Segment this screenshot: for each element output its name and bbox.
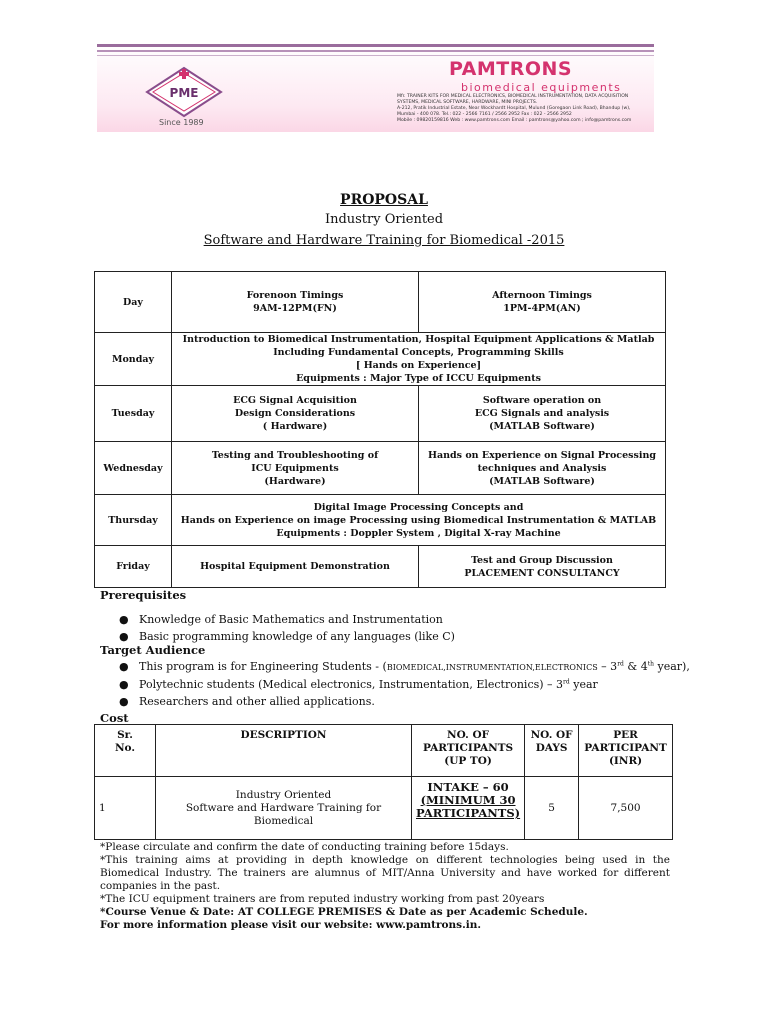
- table-row: [95, 777, 673, 840]
- table-row: [95, 442, 666, 495]
- brand-subtitle: biomedical equipments: [461, 81, 622, 94]
- list-item-text: BIOMEDICAL,INSTRUMENTATION,ELECTRONICS: [386, 663, 598, 672]
- table-row: [95, 386, 666, 442]
- pme-logo-icon: [145, 66, 223, 118]
- superscript: rd: [617, 660, 624, 668]
- day-friday: Friday: [95, 546, 172, 588]
- cell-line: (UP TO): [444, 755, 492, 767]
- list-item: [119, 630, 455, 643]
- list-item-text: – 3: [597, 660, 618, 673]
- schedule-table: [94, 271, 666, 588]
- cell-line: Sr.: [117, 729, 133, 741]
- cell-line: Hands on Experience on image Processing using Biomedical Instrumentation & MATLAB: [180, 514, 657, 526]
- list-item: [119, 613, 443, 626]
- header-description: DESCRIPTION: [156, 725, 412, 777]
- wednesday-afternoon: [419, 442, 666, 495]
- cell-line: NO. OF: [447, 729, 490, 741]
- cell-line: Biomedical: [253, 814, 314, 827]
- cost-heading: Cost: [100, 711, 129, 725]
- cell-sr: 1: [95, 777, 156, 840]
- cell-days: 5: [525, 777, 579, 840]
- cell-line: [ Hands on Experience]: [355, 360, 482, 371]
- tuesday-afternoon: [419, 386, 666, 442]
- cell-intake: [412, 777, 525, 840]
- since-text: Since 1989: [159, 118, 204, 127]
- cell-line: (MINIMUM 30: [420, 793, 516, 807]
- brand-name: PAMTRONS: [449, 58, 573, 80]
- wednesday-forenoon: [172, 442, 419, 495]
- tuesday-forenoon: [172, 386, 419, 442]
- cell-line: Digital Image Processing Concepts and: [313, 501, 524, 513]
- tagline: Mfr. TRAINER KITS FOR MEDICAL ELECTRONICS, BIOMEDICAL INSTRUMENTATION, DATA ACQUISITION SYSTEMS, MEDICAL SOFTWARE, HARDWARE, MINI PROJECTS.: [397, 94, 629, 105]
- header-afternoon-label: Afternoon Timings: [492, 290, 592, 301]
- cell-line: (MATLAB Software): [489, 421, 595, 432]
- list-item-text: Researchers and other allied applications.: [139, 695, 375, 708]
- proposal-heading: PROPOSAL: [340, 192, 428, 208]
- header-forenoon-time: 9AM-12PM(FN): [253, 303, 337, 314]
- table-row: [95, 546, 666, 588]
- header-days: [525, 725, 579, 777]
- list-item-text: Polytechnic students (Medical electronics, Instrumentation, Electronics) – 3: [139, 678, 564, 691]
- cell-line: Equipments : Doppler System , Digital X-ray Machine: [276, 527, 561, 539]
- cell-line: PLACEMENT CONSULTANCY: [464, 567, 620, 579]
- logo-text: PME: [169, 86, 199, 100]
- cell-line: Testing and Troubleshooting of: [211, 449, 379, 461]
- header-sr: [95, 725, 156, 777]
- cell-line: ECG Signals and analysis: [474, 408, 610, 419]
- header-per-participant: [579, 725, 673, 777]
- cell-line: PARTICIPANTS: [423, 742, 514, 754]
- cell-line: techniques and Analysis: [477, 462, 607, 474]
- cell-line: Design Considerations: [234, 408, 356, 419]
- list-item-text: Basic programming knowledge of any languages (like C): [139, 630, 455, 643]
- list-item: [119, 678, 598, 691]
- note-line: *This training aims at providing in depth knowledge on different technologies being used in the Biomedical Industry. The trainers are alumnus of MIT/Anna University and have worked for different companies in the past.: [100, 854, 670, 892]
- letterhead-rule: [97, 44, 654, 47]
- cell-line: DAYS: [535, 742, 568, 754]
- bullet-icon: ●: [119, 678, 129, 691]
- cell-line: Hands on Experience on Signal Processing: [428, 449, 656, 461]
- bullet-icon: ●: [119, 695, 129, 708]
- day-wednesday: Wednesday: [95, 442, 172, 495]
- day-monday: Monday: [95, 333, 172, 386]
- cell-description: [156, 777, 412, 840]
- monday-content: [172, 333, 666, 386]
- cell-line: (Hardware): [264, 475, 326, 487]
- list-item: [119, 660, 690, 673]
- audience-heading: Target Audience: [100, 643, 206, 657]
- contact: Mobile : 09820159816 Web : www.pamtrons.com Email : pamtrons@yahoo.com ; info@pamtrons.com: [397, 118, 632, 123]
- thursday-content: [172, 495, 666, 546]
- proposal-title: Software and Hardware Training for Biomedical -2015: [203, 233, 565, 248]
- superscript: th: [647, 660, 654, 668]
- cell-line: PER: [613, 729, 638, 741]
- cell-line: ( Hardware): [262, 421, 328, 432]
- notes: [100, 841, 670, 932]
- table-row: [95, 725, 673, 777]
- letterhead-rule: [97, 50, 654, 52]
- letterhead-rule: [97, 55, 654, 56]
- header-participants: [412, 725, 525, 777]
- prerequisites-heading: Prerequisites: [100, 588, 187, 602]
- cell-line: PARTICIPANTS): [416, 806, 521, 820]
- cell-line: ECG Signal Acquisition: [233, 395, 357, 406]
- letterhead-address: [397, 94, 647, 124]
- friday-forenoon: Hospital Equipment Demonstration: [172, 546, 419, 588]
- list-item-text: year: [569, 678, 598, 691]
- address: A-212, Pratik Industrial Estate, Near Wockhardt Hospital, Mulund (Goregaon Link Road), Bhandup (w), Mumbai - 400 078. Tel.: 022 - 2566 7161 / 2566 2952 Fax : 022 - 2566 2952: [397, 106, 631, 117]
- cell-line: (INR): [608, 755, 643, 767]
- note-line: *The ICU equipment trainers are from reputed industry working from past 20years: [100, 893, 545, 905]
- list-item-text: year),: [653, 660, 690, 673]
- friday-afternoon: [419, 546, 666, 588]
- header-forenoon-label: Forenoon Timings: [246, 290, 344, 301]
- list-item-text: This program is for Engineering Students - (: [139, 660, 387, 673]
- day-tuesday: Tuesday: [95, 386, 172, 442]
- table-row: [95, 333, 666, 386]
- list-item-text: Knowledge of Basic Mathematics and Instrumentation: [139, 613, 443, 626]
- cell-line: Test and Group Discussion: [471, 554, 613, 566]
- table-row: [95, 272, 666, 333]
- header-afternoon-time: 1PM-4PM(AN): [503, 303, 581, 314]
- cell-line: PARTICIPANT: [584, 742, 667, 754]
- letterhead: [97, 44, 654, 132]
- superscript: rd: [563, 678, 570, 686]
- cell-price: 7,500: [579, 777, 673, 840]
- cost-table: [94, 724, 673, 840]
- day-thursday: Thursday: [95, 495, 172, 546]
- list-item-text: & 4: [623, 660, 648, 673]
- bullet-icon: ●: [119, 630, 129, 643]
- cell-line: Software operation on: [482, 395, 602, 406]
- bullet-icon: ●: [119, 613, 129, 626]
- list-item: [119, 695, 375, 708]
- cell-line: Introduction to Biomedical Instrumentation, Hospital Equipment Applications & Matlab: [182, 334, 655, 345]
- bullet-icon: ●: [119, 660, 129, 673]
- cell-line: Including Fundamental Concepts, Programming Skills: [273, 347, 564, 358]
- note-line: *Please circulate and confirm the date of conducting training before 15days.: [100, 841, 509, 853]
- header-forenoon: [172, 272, 419, 333]
- cell-line: NO. OF: [530, 729, 573, 741]
- table-row: [95, 495, 666, 546]
- cell-line: INTAKE – 60: [427, 780, 509, 794]
- cell-line: ICU Equipments: [251, 462, 339, 474]
- cell-line: Industry Oriented: [235, 788, 332, 801]
- cell-line: Equipments : Major Type of ICCU Equipments: [296, 373, 541, 384]
- note-line: For more information please visit our website: www.pamtrons.in.: [100, 919, 482, 931]
- note-line: *Course Venue & Date: AT COLLEGE PREMISES & Date as per Academic Schedule.: [100, 906, 588, 918]
- cell-line: No.: [114, 742, 136, 754]
- cell-line: (MATLAB Software): [489, 475, 595, 487]
- cell-line: Software and Hardware Training for: [185, 801, 382, 814]
- header-day: Day: [95, 272, 172, 333]
- proposal-subtitle: Industry Oriented: [324, 212, 444, 227]
- header-afternoon: [419, 272, 666, 333]
